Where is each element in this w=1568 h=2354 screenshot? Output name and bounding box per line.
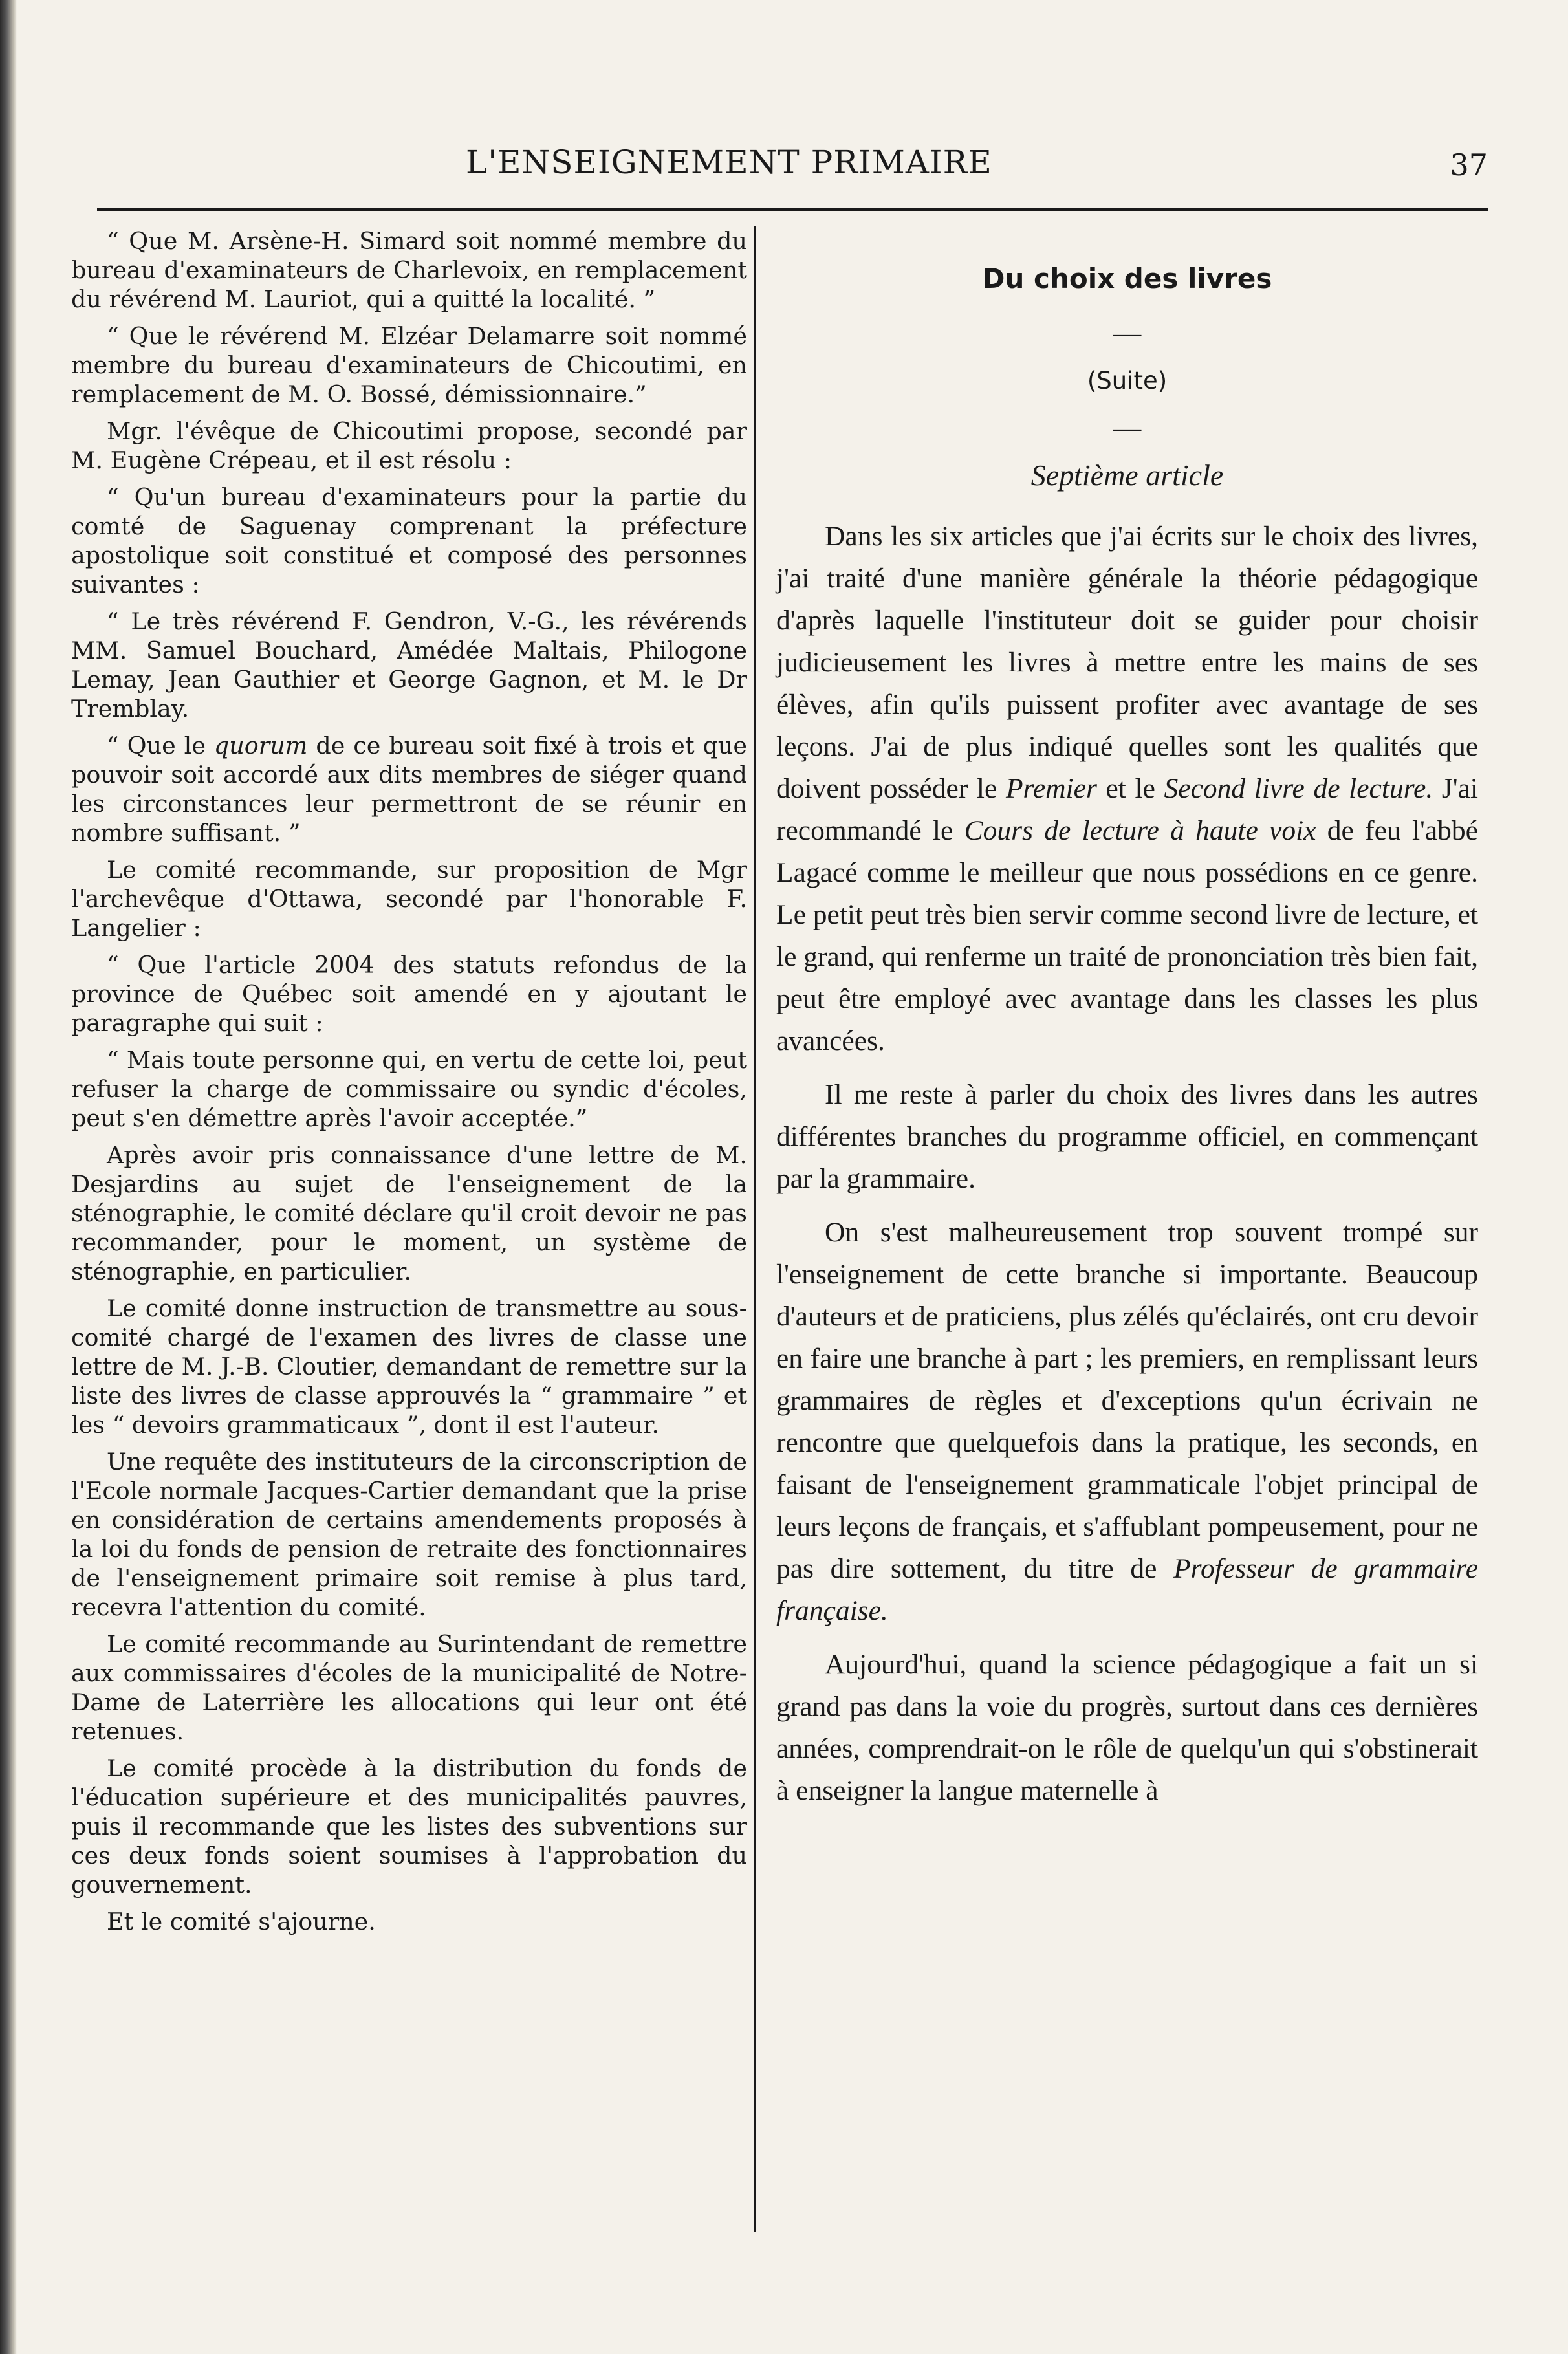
paragraph — [776, 516, 1478, 1062]
article-title: Du choix des livres — [982, 263, 1272, 294]
paragraph: “ Que l'article 2004 des statuts refondus de la province de Québec soit amendé en y ajoutant le paragraphe qui suit : — [71, 951, 747, 1037]
paragraph: Après avoir pris connaissance d'une lettre de M. Desjardins au sujet de l'enseignement de la sténographie, le comité déclare qu'il croit devoir ne pas recommander, pour le moment, un système de sténographie, en particulier. — [71, 1141, 747, 1285]
text-run: J'ai recommandé le — [776, 773, 1478, 846]
column-divider — [754, 226, 756, 2232]
paragraph: Mgr. l'évêque de Chicoutimi propose, secondé par M. Eugène Crépeau, et il est résolu : — [71, 417, 747, 474]
page-binding-edge — [0, 0, 17, 2354]
paragraph: Il me reste à parler du choix des livres dans les autres différentes branches du programme officiel, en commençant par la grammaire. — [776, 1079, 1478, 1194]
italic-run: Premier — [1005, 773, 1097, 804]
page-number: 37 — [1450, 147, 1488, 182]
text-run: de feu l'abbé Lagacé comme le meilleur que nous possédions en ce genre. Le petit peut très bien servir comme second livre de lecture, et le grand, qui renferme un traité de prononciation très bien fait, peut être employé avec avantage dans les classes les plus avancées. — [776, 815, 1478, 1056]
paragraph: Une requête des instituteurs de la circonscription de l'Ecole normale Jacques-Cartier demandant que la prise en considération de certains amendements proposés à la loi du fonds de pension de retraite des fonctionnaires de l'enseignement primaire soit remise à plus tard, recevra l'attention du comité. — [71, 1448, 747, 1621]
left-column — [71, 226, 747, 1944]
italic-run: Cours de lecture à haute voix — [964, 815, 1316, 846]
paragraph: Le comité donne instruction de transmettre au sous-comité chargé de l'examen des livres de classe une lettre de M. J.-B. Cloutier, demandant de remettre sur la liste des livres de classe approuvés la “ grammaire ” et les “ devoirs grammaticaux ”, dont il est l'auteur. — [71, 1294, 747, 1439]
paragraph: “ Qu'un bureau d'examinateurs pour la partie du comté de Saguenay comprenant la préfecture apostolique soit constitué et composé des personnes suivantes : — [71, 483, 747, 598]
right-column — [776, 226, 1478, 1824]
paragraph: “ Que M. Arsène-H. Simard soit nommé membre du bureau d'examinateurs de Charlevoix, en remplacement du révérend M. Lauriot, qui a quitté la localité. ” — [71, 227, 747, 313]
subtitle-dash: — — [1113, 412, 1142, 443]
paragraph: Le comité procède à la distribution du fonds de l'éducation supérieure et des municipalités pauvres, puis il recommande que les listes des subventions sur ces deux fonds soient soumises à l'approbation du gouvernement. — [71, 1754, 747, 1899]
italic-run: quorum — [213, 732, 308, 759]
page-header — [103, 144, 1488, 208]
paragraph: “ Mais toute personne qui, en vertu de cette loi, peut refuser la charge de commissaire ou syndic d'écoles, peut s'en démettre après l'avoir acceptée.” — [71, 1046, 747, 1132]
text-run: et le — [1096, 773, 1164, 804]
paragraph: “ Le très révérend F. Gendron, V.-G., les révérends MM. Samuel Bouchard, Amédée Maltais, Philogone Lemay, Jean Gauthier et George Gagnon, et M. le Dr Tremblay. — [71, 607, 747, 723]
text-run: de ce bureau soit fixé à trois et que pouvoir soit accordé aux dits membres de siéger quand les circonstances leur permettront de se réunir en nombre suffisant. ” — [71, 732, 747, 847]
paragraph: “ Que le révérend M. Elzéar Delamarre soit nommé membre du bureau d'examinateurs de Chicoutimi, en remplacement de M. O. Bossé, démissionnaire.” — [71, 322, 747, 408]
paragraph: Et le comité s'ajourne. — [107, 1908, 376, 1935]
italic-run: Professeur de grammaire française. — [776, 1553, 1478, 1626]
article-subtitle: Septième article — [1030, 459, 1224, 492]
running-head: L'ENSEIGNEMENT PRIMAIRE — [466, 144, 992, 181]
title-dash: — — [1113, 318, 1142, 349]
text-run: On s'est malheureusement trop souvent trompé sur l'enseignement de cette branche si importante. Beaucoup d'auteurs et de praticiens, plus zélés qu'éclairés, ont cru devoir en faire une branche à part ; les premiers, en remplissant leurs grammaires de règles et d'exceptions qu'un écrivain ne rencontre que quelquefois dans la pratique, les seconds, en faisant de l'enseignement grammaticale l'objet principal de leurs leçons de français, et s'affublant pompeusement, pour ne pas dire sottement, du titre de — [776, 1217, 1478, 1584]
text-run: Dans les six articles que j'ai écrits sur le choix des livres, j'ai traité d'une manière générale la théorie pédagogique d'après laquelle l'instituteur doit se guider pour choisir judicieusement les livres à mettre entre les mains de ses élèves, afin qu'ils puissent profiter avec avantage de ses leçons. J'ai de plus indiqué quelles sont les qualités que doivent posséder le — [776, 521, 1478, 804]
article-continuation: (Suite) — [1087, 367, 1168, 395]
paragraph: Le comité recommande au Surintendant de remettre aux commissaires d'écoles de la municipalité de Notre-Dame de Laterrière les allocations qui leur ont été retenues. — [71, 1630, 747, 1745]
text-run: “ Que le — [107, 732, 214, 759]
paragraph — [71, 731, 747, 847]
italic-run: Second livre de lecture. — [1164, 773, 1433, 804]
paragraph — [776, 1212, 1478, 1632]
paragraph: Le comité recommande, sur proposition de Mgr l'archevêque d'Ottawa, secondé par l'honorable F. Langelier : — [71, 856, 747, 942]
paragraph: Aujourd'hui, quand la science pédagogique a fait un si grand pas dans la voie du progrès, surtout dans ces dernières années, comprendrait-on le rôle de quelqu'un qui s'obstinerait à enseigner la langue maternelle à — [776, 1649, 1478, 1806]
header-rule — [97, 208, 1488, 211]
